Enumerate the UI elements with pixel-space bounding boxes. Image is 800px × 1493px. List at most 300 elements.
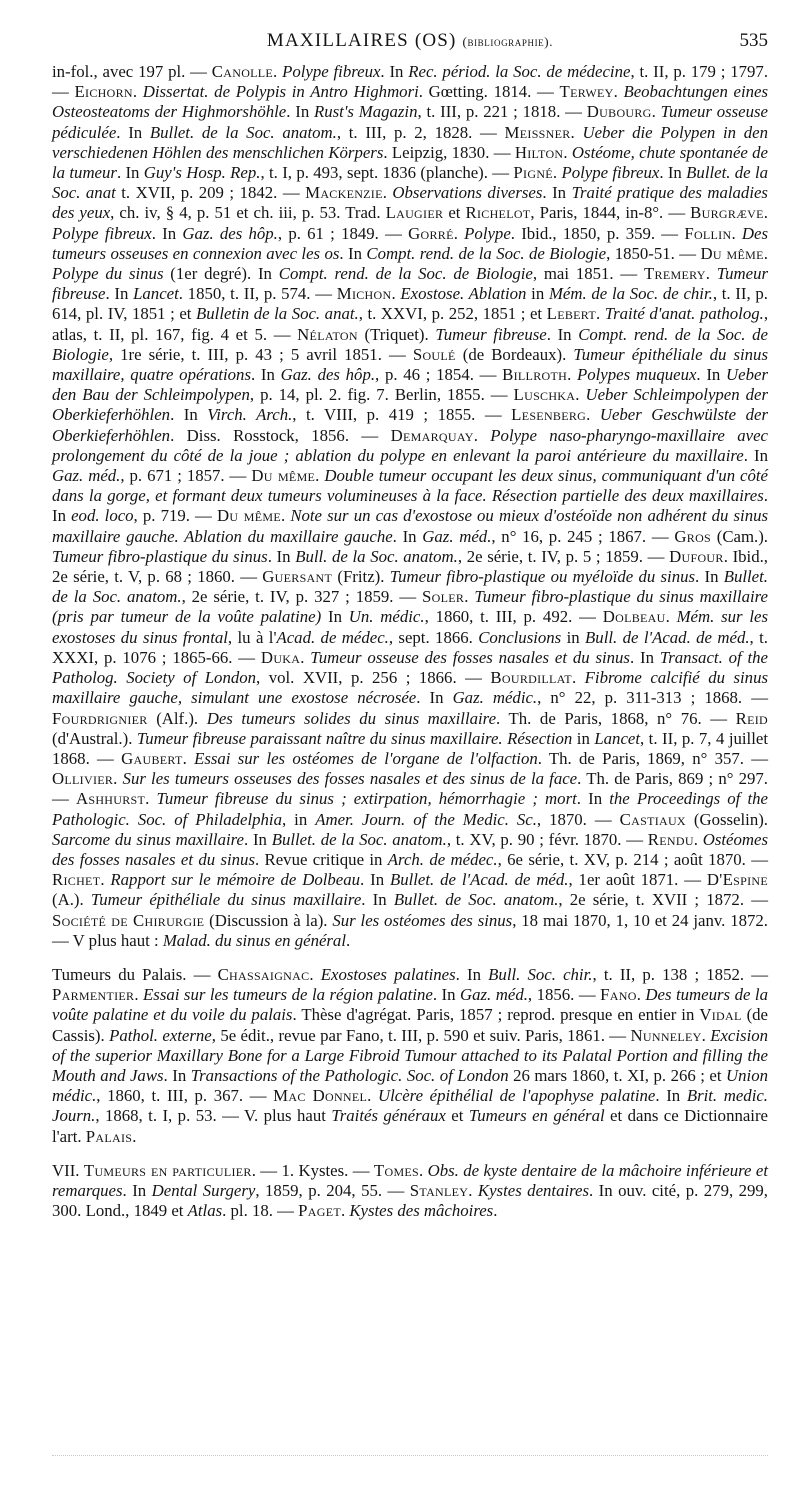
citation-text: et dans ce Dictionnaire l'art. [52,1106,768,1146]
citation-text: In [321,607,349,627]
citation-text: . Th. de Paris, 869 ; n° 297. — [52,769,768,809]
title-text: Un. médic. [348,607,425,627]
bibliography-paragraph-cysts [52,1161,768,1222]
title-text: Des tumeurs osseuses en connexion avec les os [52,223,768,263]
author-name: Billroth [502,365,568,385]
running-title-main: MAXILLAIRES (OS) [266,30,457,51]
page-number: 535 [739,30,768,51]
title-text: Dissertat. de Polypis in Antro Highmori [142,82,419,102]
citation-text: . [300,647,311,667]
citation-text: . Revue critique in [254,849,388,869]
title-text: Gaz. des hôp. [280,365,376,385]
title-text: Tumeur osseuse pédiculée [52,102,768,142]
citation-text: , 1870. — [536,809,620,829]
citation-text: , 5e édit., revue par Fano, t. III, p. 590 et suiv. Paris, 1861. — [211,1025,631,1045]
citation-text: . pl. 18. — [222,1201,299,1221]
citation-text: . [182,748,195,768]
citation-text: . In [361,890,394,910]
title-text: Polype [464,223,511,243]
title-text: Arch. de médec. [387,849,498,869]
citation-text: . [636,985,646,1005]
author-name: Terwey [559,82,614,102]
citation-text: . [586,405,600,425]
title-text: Tumeur fibreuse [52,264,768,304]
citation-text: . In ouv. cité, p. 279, 299, 300. Lond., 1849 et [52,1180,768,1221]
bibliography-paragraph-sinus-tumors [52,62,768,951]
title-text: Ostéomes des fosses nasales et du sinus [52,829,768,869]
title-text: Amer. Journ. of the Medic. Sc. [315,809,537,829]
author-name: Demarquay [390,425,474,445]
title-text: Malad. du sinus en général [162,930,346,950]
citation-text: , n° 22, p. 311-313 ; 1868. — [537,688,768,708]
citation-text: . [563,142,572,162]
title-text: Tumeur fibreuse [435,324,547,344]
citation-text: . [552,163,562,183]
author-name: Chassaignac [217,964,310,984]
title-text: Sarcome du sinus maxillaire [52,829,244,849]
citation-text: , atlas, t. II, pl. 167, fig. 4 et 5. — [52,304,769,344]
author-name: Fano [600,985,637,1005]
title-text: Gaz. des hôp. [182,223,278,243]
title-text: Tumeur fibro-plastique du sinus maxillaire (pris par tumeur de la voûte palatine) [52,587,768,627]
author-name: Tremery [644,264,706,284]
title-text: Traité pratique des maladies des yeux [52,183,768,223]
title-text: Gaz. méd. [460,985,528,1005]
citation-text: (Gosselin). [685,809,769,829]
citation-text: , 1856. — [527,985,601,1005]
author-name: Canolle [211,62,274,81]
citation-text: , 2e série, t. XVII ; 1872. — [558,890,768,910]
author-name: Tumeurs en particulier [83,1160,252,1180]
title-text: eod. loco [71,506,134,526]
citation-text: (Alf.). [147,708,207,728]
title-text: Compt. rend. de la Soc. de Biologie [366,243,607,263]
citation-text: . In [743,445,768,465]
title-text: Acad. de médec. [276,627,389,647]
citation-text: , 1860, t. III, p. 367. — [96,1086,274,1106]
author-name: Fourdrignier [52,708,148,728]
title-text: Obs. de kyste dentaire de la mâchoire inférieure et remarques [52,1160,768,1200]
citation-text: (Fritz). [332,567,390,587]
citation-text: . In [546,324,579,344]
citation-text: , t. III, p. 2, 1828. — [336,122,505,142]
title-text: Transact. of the Patholog. Society of London [52,647,768,688]
title-text: Rapport sur le mémoire de Dolbeau [110,870,361,890]
title-text: the Proceedings of the Pathologic. Soc. of Philadelphia [52,789,768,829]
citation-text: . [570,122,583,142]
citation-text: . In [286,102,314,122]
citation-text: , t. II, p. 179 ; 1797. — [52,62,769,102]
title-text: Essai sur les ostéomes de l'organe de l'olfaction [194,748,538,768]
title-text: Sur les tumeurs osseuses des fosses nasales et des sinus de la face [122,769,578,789]
citation-text: . [315,466,325,486]
citation-text: , t. II, p. 138 ; 1852. — [592,964,768,984]
citation-text: , 1868, t. I, p. 53. — V. plus haut [95,1106,332,1126]
citation-text: , 1859, p. 204, 55. — [255,1180,410,1200]
citation-text: . [382,183,393,203]
author-name: Eichorn [74,82,133,102]
citation-text: (Triquet). [357,324,436,344]
citation-text: (1er degré). In [163,264,279,284]
title-text: Double tumeur occupant les deux sinus, communiquant d'un côté dans la gorge, et formant deux tumeurs volumineuses à la face. Résection partielle des deux maxillaires [52,466,768,506]
citation-text: , p. 46 ; 1854. — [375,365,503,385]
citation-text: , 2e série, t. IV, p. 327 ; 1859. — [181,587,423,607]
citation-text: , p. 671 ; 1857. — [120,466,252,486]
citation-text: . 1850, t. II, p. 574. — [178,284,337,304]
citation-text: . Gœtting. 1814. — [418,82,560,102]
citation-text: . Ibid., 2e série, t. V, p. 68 ; 1860. — [52,546,768,587]
title-text: Polype du sinus [52,264,164,284]
author-name: Palais [85,1126,133,1146]
citation-text: . [419,1160,428,1180]
title-text: Rec. périod. la Soc. de médecine [408,62,631,81]
title-text: Excision of the superior Maxillary Bone for a Large Fibroid Tumour attached to its Palatal Portion and filling the Mouth and Jaws [52,1025,769,1085]
author-name: Ashhurst [75,789,146,809]
title-text: Beobachtungen eines Osteosteatoms der Highmorshöhle [52,82,769,122]
title-text: Des tumeurs solides du sinus maxillaire [206,708,497,728]
title-text: Bull. Soc. chir. [488,964,593,984]
title-text: Note sur un cas d'exostose ou mieux d'ostéoïde non adhérent du sinus maxillaire gauche. Ablation du maxillaire gauche [52,506,769,546]
author-name: Dubourg [586,102,652,122]
citation-text: . [665,607,677,627]
title-text: Ueber den Bau der Schleimpolypen [52,365,768,405]
title-text: Gaz. méd. [52,466,121,486]
author-name: Richelot [465,203,531,223]
citation-text: , lu à l' [227,627,277,647]
citation-text: . [567,365,577,385]
title-text: Bull. de l'Acad. de méd. [585,627,750,647]
citation-text: . In [655,1086,687,1106]
citation-text: . Th. de Paris, 1869, n° 357. — [537,748,769,768]
citation-text: . — 1. Kystes. — [251,1160,374,1180]
citation-text: , p. 719. — [133,506,217,526]
citation-text: . [273,62,283,81]
citation-text: . In [629,647,660,667]
page-bottom-rule [52,1455,768,1458]
title-text: Exostoses palatines [320,964,456,984]
citation-text: . In [105,284,134,304]
citation-text: . [346,930,351,950]
citation-text: . In [267,546,296,566]
author-name: Du même [216,506,281,526]
citation-text: , n° 16, p. 245 ; 1867. — [491,526,675,546]
title-text: Ueber Geschwülste der Oberkieferhöhlen [52,405,768,445]
citation-text: . In [163,1065,191,1085]
author-name: Vidal [699,1005,742,1025]
citation-text: . [595,304,605,324]
title-text: Bullet. de la Soc. anatom. [271,829,447,849]
citation-text: , 1er août 1871. — [568,870,707,890]
author-name: Castiaux [619,809,686,829]
author-name: Soler [422,587,465,607]
citation-text: . [468,1180,478,1200]
title-text: Polype fibreux [52,223,152,243]
author-name: Paget [298,1201,341,1221]
author-name: Bourdillat [490,668,572,688]
citation-text: . [701,1025,711,1045]
citation-text: , t. II, p. 7, 4 juillet 1868. — [52,728,768,768]
author-name: Gorré [408,223,454,243]
title-text: Bulletin de la Soc. anat. [196,304,359,324]
citation-text: , p. 14, pl. 2. fig. 7. Berlin, 1855. — [249,385,514,405]
citation-text: . [132,82,143,102]
author-name: Hilton [514,142,564,162]
title-text: Ostéome, chute spontanée de la tumeur [52,142,769,183]
citation-text: , t. VIII, p. 419 ; 1855. — [292,405,512,425]
citation-text: , 6e série, t. XV, p. 214 ; août 1870. — [497,849,769,869]
citation-text: , t. I, p. 493, sept. 1836 (planche). — [260,163,514,183]
author-name: Du même [251,466,316,486]
citation-text: , ch. iv, § 4, p. 51 et ch. iii, p. 53. Trad. [110,203,386,223]
citation-text: , t. XXVI, p. 252, 1851 ; et [358,304,547,324]
citation-text: . [763,203,768,223]
title-text: Tumeur fibro-plastique du sinus [52,546,268,566]
author-name: Mackenzie [305,183,383,203]
title-text: Tumeur fibro-plastique ou myéloïde du sinus [389,567,696,587]
title-text: Exostose. Ablation [400,284,527,304]
citation-text: . In [659,163,687,183]
title-text: Rust's Magazin [314,102,418,122]
citation-text: . In [360,870,390,890]
title-text: Kystes dentaires [477,1180,590,1200]
title-text: Ulcère épithélial de l'apophyse palatine [377,1086,656,1106]
citation-text: in [572,728,595,748]
title-text: Polype fibreux [282,62,381,81]
citation-text: , 1860, t. III, p. 492. — [424,607,603,627]
title-text: Transactions of the Pathologic. Soc. of London [190,1065,509,1085]
citation-text: , mai 1851. — [532,264,644,284]
citation-text: . [575,385,586,405]
citation-text: . In [392,526,423,546]
citation-text: , t. II, p. 614, pl. IV, 1851 ; et [52,284,768,324]
title-text: Tumeur fibreuse paraissant naître du sinus maxillaire. Résection [136,728,573,748]
author-name: D'Espine [706,870,769,890]
citation-text: . In [576,789,610,809]
citation-text: 26 mars 1860, t. XI, p. 266 ; et [508,1065,727,1085]
citation-text: . In [695,567,724,587]
citation-text: . In [416,688,453,708]
title-text: Polypes muqueux [576,365,697,385]
bibliography-paragraph-palate-tumors [52,965,768,1147]
author-name: Burgræve [690,203,764,223]
title-text: Compt. rend. de la Soc. de Biologie [278,264,533,284]
author-name: Laugier [385,203,444,223]
citation-text: . In [542,183,572,203]
citation-text: . In [339,243,367,263]
author-name: Pigné [513,163,553,183]
citation-text: . [113,769,123,789]
citation-text: (A.). [52,890,91,910]
citation-text: t. XVII, p. 209 ; 1842. — [115,183,306,203]
author-name: Nunneley [630,1025,702,1045]
title-text: Fibrome calcifié du sinus maxillaire gauche, simulant une exostose nécrosée [52,668,768,708]
citation-text: . In [116,122,150,142]
title-text: Essai sur les tumeurs de la région palatine [143,985,433,1005]
author-name: Gaubert [121,748,183,768]
author-name: Follin [684,223,732,243]
title-text: Traité d'anat. patholog. [604,304,764,324]
author-name: Stanley [409,1180,469,1200]
title-text: Bullet. de la Soc. anatom. [149,122,337,142]
title-text: Bullet. de Soc. anatom. [393,890,559,910]
title-text: Compt. rend. de la Soc. de Biologie [52,324,768,364]
title-text: Tumeurs en général [468,1106,605,1126]
author-name: Société de Chirurgie [52,910,205,930]
author-name: Ollivier [52,769,114,789]
title-text: Gaz. médic. [452,688,538,708]
citation-text: . In [432,985,461,1005]
title-text: Bullet. de la Soc. anat [52,163,769,203]
title-text: Gaz. méd. [422,526,492,546]
citation-text: . [763,243,768,263]
citation-text: . In [151,223,183,243]
citation-text: in [561,627,586,647]
citation-text: . Ibid., 1850, p. 359. — [510,223,685,243]
author-name: Nélaton [297,324,358,344]
title-text: Pathol. externe [109,1025,212,1045]
author-name: Duka [260,647,301,667]
running-title-sub: (bibliographie). [462,34,554,49]
title-text: Kystes des mâchoires [349,1201,494,1221]
citation-text: (de Cassis). [52,1005,769,1045]
citation-text: . [464,587,475,607]
citation-text: in-fol., avec 197 pl. — [52,62,212,81]
title-text: Polype fibreux [561,163,660,183]
citation-text: . [693,829,703,849]
title-text: Bullet. de la Soc. anatom. [52,567,768,607]
author-name: Michon [336,284,392,304]
title-text: Tumeur osseuse des fosses nasales et du sinus [310,647,630,667]
author-name: Rendu [647,829,694,849]
citation-text: . Diss. Rosstock, 1856. — [170,425,391,445]
citation-text: . In [380,62,409,81]
citation-text: , 1re série, t. III, p. 43 ; 5 avril 1851. — [108,344,413,364]
author-name: Lebert [546,304,596,324]
citation-text: . In [696,365,727,385]
citation-text: Tumeurs du Palais. — [52,964,218,984]
title-text: Bullet. de l'Acad. de méd. [389,870,569,890]
citation-text: . In [455,964,489,984]
title-text: Polype naso-pharyngo-maxillaire avec prolongement du côté de la joue ; ablation du polype en enlevant la paroi antérieure du maxillaire [52,425,768,465]
citation-text: . Leipzig, 1830. — [383,142,515,162]
title-text: Traités généraux [331,1106,446,1126]
citation-text: . [132,1126,137,1146]
citation-text: . Thèse d'agrégat. Paris, 1857 ; reprod. presque en entier in [292,1005,700,1025]
citation-text: , t. XXXI, p. 1076 ; 1865-66. — [52,627,768,667]
title-text: Bull. de la Soc. anatom. [295,546,458,566]
author-name: Gros [674,526,712,546]
citation-text: . In [122,1180,152,1200]
citation-text: , Paris, 1844, in-8°. — [530,203,691,223]
author-name: Reid [735,708,769,728]
title-text: Dental Surgery [151,1180,256,1200]
title-text: Sur les ostéomes des sinus [332,910,513,930]
citation-text: . [613,82,624,102]
title-text: Lancet [133,284,179,304]
author-name: Guersant [262,567,333,587]
title-text: Conclusions [478,627,562,647]
citation-text: et [443,203,466,223]
title-text: Ueber die Polypen in den verschiedenen Höhlen des menschlichen Körpers [52,122,768,162]
author-name: Tomes [373,1160,420,1180]
citation-text: , in [281,809,316,829]
title-text: Atlas [187,1201,223,1221]
citation-text: . [391,284,401,304]
title-text: Lancet [594,728,641,748]
title-text: Mém. de la Soc. de chir. [548,284,713,304]
author-name: Lesenberg [511,405,587,425]
citation-text: . [280,506,291,526]
citation-text: (Discussion à la). [204,910,333,930]
citation-text: . [367,1086,378,1106]
author-name: Dufour [669,546,724,566]
citation-text: , vol. XVII, p. 256 ; 1866. — [256,668,491,688]
title-text: Tumeur fibreuse du sinus ; extirpation, hémorrhagie ; mort [156,789,577,809]
citation-text: , 2e série, t. IV, p. 5 ; 1859. — [457,546,670,566]
citation-text: . In [250,365,281,385]
title-text: Tumeur épithéliale du sinus maxillaire, quatre opérations [52,344,768,385]
citation-text: (Cam.). [711,526,768,546]
title-text: Guy's Hosp. Rep. [143,163,261,183]
title-text: Union médic. [52,1065,768,1106]
title-text: Virch. Arch. [207,405,293,425]
citation-text: . In [52,486,768,526]
author-name: Parmentier [52,985,135,1005]
citation-text: . [493,1201,498,1221]
citation-text: , sept. 1866. [388,627,479,647]
citation-text: . [134,985,144,1005]
citation-text: . [340,1201,350,1221]
author-name: Luschka [513,385,576,405]
title-text: Ueber Schleimpolypen der Oberkieferhöhlen [52,385,768,425]
citation-text: . [731,223,742,243]
author-name: Richet [52,870,101,890]
citation-text: . [571,668,585,688]
citation-text: in [526,284,549,304]
title-text: Tumeur épithéliale du sinus maxillaire [90,890,362,910]
author-name: Meissner [504,122,571,142]
citation-text: . [453,223,465,243]
citation-text: , t. III, p. 221 ; 1818. — [417,102,587,122]
citation-text: . [705,264,717,284]
document-page [52,30,768,1221]
citation-text: . In [170,405,208,425]
title-text: Mém. sur les exostoses du sinus frontal [52,607,769,647]
citation-text: . [309,964,321,984]
author-name: Mac Donnel [273,1086,368,1106]
citation-text: , 1850-51. — [606,243,701,263]
citation-text: , t. XV, p. 90 ; févr. 1870. — [446,829,648,849]
citation-text: . Th. de Paris, 1868, n° 76. — [496,708,736,728]
author-name: Soulé [412,344,456,364]
running-title [52,30,768,52]
citation-text: , p. 61 ; 1849. — [277,223,409,243]
citation-text: et [445,1106,469,1126]
citation-text: (d'Austral.). [52,728,137,748]
page-header [52,30,768,56]
title-text: Brit. medic. Journ. [52,1086,769,1126]
citation-text: (de Bordeaux). [455,344,574,364]
citation-text: . [145,789,157,809]
author-name: Dolbeau [602,607,666,627]
citation-text: . [651,102,661,122]
citation-text: . [100,870,111,890]
title-text: Des tumeurs de la voûte palatine et du voile du palais [52,985,768,1025]
title-text: Observations diverses [392,183,543,203]
citation-text: VII. [52,1160,84,1180]
citation-text: . In [244,829,272,849]
author-name: Du même [700,243,764,263]
